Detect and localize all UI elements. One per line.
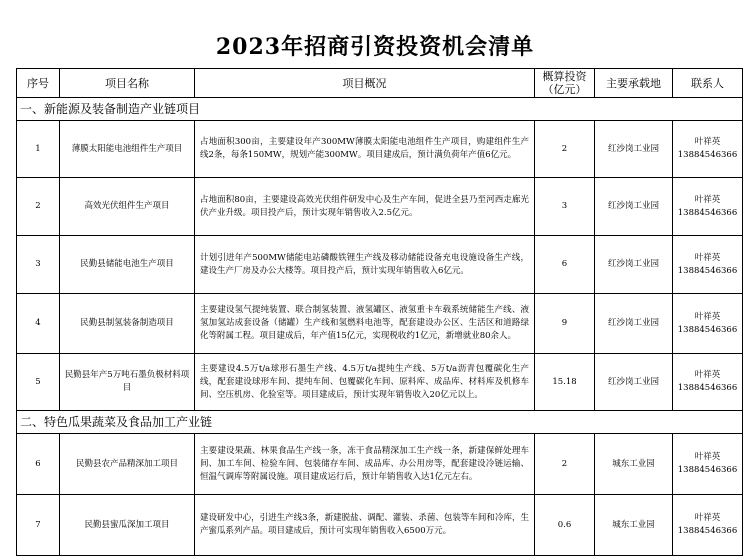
cell-investment: 2 — [535, 121, 595, 178]
header-row — [17, 69, 743, 98]
cell-index: 5 — [17, 354, 60, 411]
table-row — [17, 434, 743, 495]
page-title: 2023年招商引资投资机会清单 — [215, 34, 535, 60]
project-table — [16, 68, 743, 556]
cell-contact — [673, 434, 743, 495]
cell-investment: 6 — [535, 236, 595, 294]
contact-name: 叶祥英 — [694, 311, 721, 322]
table-row — [17, 294, 743, 354]
cell-contact — [673, 354, 743, 411]
contact-name: 叶祥英 — [694, 194, 721, 205]
cell-carrier: 红沙岗工业园 — [595, 178, 673, 236]
contact-name: 叶祥英 — [694, 370, 721, 380]
cell-contact — [673, 495, 743, 556]
contact-phone: 13884546366 — [677, 383, 738, 393]
cell-investment: 2 — [535, 434, 595, 495]
cell-name: 薄膜太阳能电池组件生产项目 — [60, 121, 195, 178]
table-row — [17, 178, 743, 236]
cell-contact — [673, 121, 743, 178]
contact-phone: 13884546366 — [677, 265, 738, 276]
cell-carrier: 红沙岗工业园 — [595, 354, 673, 411]
contact-name: 叶祥英 — [694, 252, 721, 263]
cell-overview: 主要建设4.5万t/a球形石墨生产线、4.5万t/a提纯生产线、5万t/a沥青包覆碳化生产线，配套建设球形车间、提纯车间、包覆碳化车间、原料库、成品库、材料库及机修车间、空压机房、化验室等。项目建成后，预计实现年销售收入20亿元以上。 — [195, 354, 535, 411]
contact-name: 叶祥英 — [694, 137, 721, 147]
contact-phone: 13884546366 — [677, 150, 738, 160]
cell-name: 民勤县制氢装备制造项目 — [60, 294, 195, 354]
cell-carrier: 城东工业园 — [595, 434, 673, 495]
contact-phone: 13884546366 — [677, 465, 738, 475]
cell-index: 2 — [17, 178, 60, 236]
cell-contact — [673, 294, 743, 354]
cell-overview: 主要建设果蔬、林果食品生产线一条，冻干食品精深加工生产线一条，新建保鲜处理车间、加工车间、检验车间、包装储存车间、成品库、办公用房等，配套建设冷链运输、恒温气调库等附属设施。项目建成运行后，预计年销售收入达1亿元左右。 — [195, 434, 535, 495]
header-overview: 项目概况 — [195, 69, 535, 98]
contact-phone: 13884546366 — [677, 526, 738, 536]
cell-carrier: 红沙岗工业园 — [595, 236, 673, 294]
section-row — [17, 98, 743, 121]
section-label: 二、特色瓜果蔬菜及食品加工产业链 — [17, 411, 743, 434]
cell-investment: 3 — [535, 178, 595, 236]
contact-name: 叶祥英 — [694, 513, 721, 523]
cell-contact — [673, 236, 743, 294]
cell-overview: 建设研发中心，引进生产线3条，新建脱盐、调配、灌装、杀菌、包装等车间和冷库，生产蜜瓜系列产品。项目建成后，预计可实现年销售收入6500万元。 — [195, 495, 535, 556]
cell-name: 民勤县储能电池生产项目 — [60, 236, 195, 294]
header-name: 项目名称 — [60, 69, 195, 98]
contact-phone: 13884546366 — [677, 324, 738, 335]
section-row — [17, 411, 743, 434]
cell-index: 1 — [17, 121, 60, 178]
cell-name: 民勤县年产5万吨石墨负极材料项目 — [60, 354, 195, 411]
cell-index: 3 — [17, 236, 60, 294]
table-row — [17, 495, 743, 556]
cell-index: 6 — [17, 434, 60, 495]
cell-overview: 计划引进年产500MW储能电站磷酸铁锂生产线及移动储能设备充电设施设备生产线，建设生产厂房及办公大楼等。项目投产后，预计实现年销售收入6亿元。 — [195, 236, 535, 294]
section-label: 一、新能源及装备制造产业链项目 — [17, 98, 743, 121]
cell-index: 7 — [17, 495, 60, 556]
cell-index: 4 — [17, 294, 60, 354]
contact-name: 叶祥英 — [694, 452, 721, 462]
cell-carrier: 红沙岗工业园 — [595, 294, 673, 354]
table-row — [17, 236, 743, 294]
table-row — [17, 121, 743, 178]
cell-carrier: 城东工业园 — [595, 495, 673, 556]
cell-investment: 0.6 — [535, 495, 595, 556]
header-contact: 联系人 — [673, 69, 743, 98]
cell-overview: 占地面积300亩，主要建设年产300MW薄膜太阳能电池组件生产项目，购建组件生产线2条，每条150MW，规划产能300MW。项目建成后，预计满负荷年产值6亿元。 — [195, 121, 535, 178]
cell-name: 高效光伏组件生产项目 — [60, 178, 195, 236]
cell-overview: 主要建设氢气提纯装置、联合制氢装置、液氢罐区、液氢重卡车载系统储能生产线、液氢加氢站成套设备（储罐）生产线和氢燃料电池等，配套建设办公区、生活区和道路绿化等附属工程。项目建成后，年产值15亿元，实现税收约1亿元，新增就业80余人。 — [195, 294, 535, 354]
cell-name: 民勤县农产品精深加工项目 — [60, 434, 195, 495]
header-index: 序号 — [17, 69, 60, 98]
contact-phone: 13884546366 — [677, 207, 738, 218]
cell-overview: 占地面积80亩，主要建设高效光伏组件研发中心及生产车间，促进全县乃至河西走廊光伏产业升级。项目投产后，预计实现年销售收入2.5亿元。 — [195, 178, 535, 236]
cell-investment: 15.18 — [535, 354, 595, 411]
cell-investment: 9 — [535, 294, 595, 354]
cell-carrier: 红沙岗工业园 — [595, 121, 673, 178]
cell-contact — [673, 178, 743, 236]
table-row — [17, 354, 743, 411]
header-carrier: 主要承载地 — [595, 69, 673, 98]
header-investment: 概算投资（亿元） — [535, 69, 595, 98]
cell-name: 民勤县蜜瓜深加工项目 — [60, 495, 195, 556]
